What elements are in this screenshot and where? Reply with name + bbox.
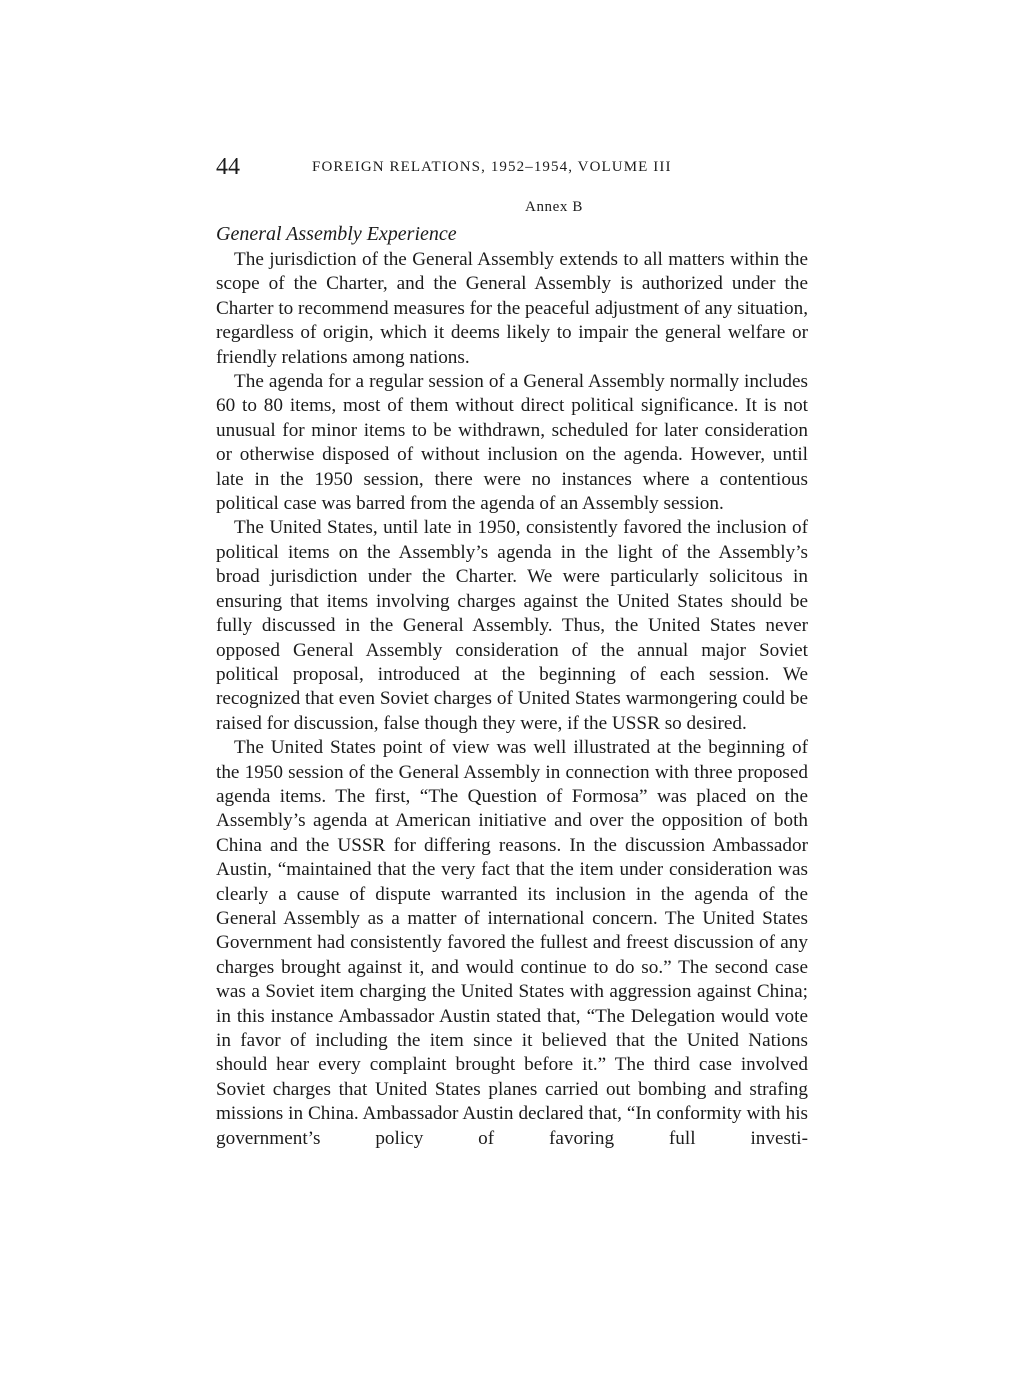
running-head bbox=[216, 152, 808, 182]
paragraph-us-position: The United States, until late in 1950, consistently favored the inclusion of political items on the Assembly’s agenda in the light of the Assembly’s broad jurisdiction under the Charter. We were particularly solicitous in ensuring that items involving charges against the United States should be fully discussed in the General Assembly. Thus, the United States never opposed General Assembly consideration of the annual major Soviet political proposal, introduced at the beginning of each session. We recognized that even Soviet charges of United States warmongering could be raised for discussion, false though they were, if the USSR so desired. bbox=[216, 517, 808, 734]
section-heading: General Assembly Experience bbox=[216, 223, 457, 245]
page-number: 44 bbox=[216, 154, 240, 180]
running-head-title: FOREIGN RELATIONS, 1952–1954, VOLUME III bbox=[312, 159, 672, 175]
annex-label: Annex B bbox=[525, 199, 583, 215]
paragraph-1950-session: The United States point of view was well illustrated at the beginning of the 1950 session of the General Assembly in connection with three proposed agenda items. The first, “The Question of Formosa” was placed on the Assembly’s agenda at American initiative and over the opposition of both China and the USSR for differing reasons. In the discussion Ambassador Austin, “maintained that the very fact that the item under consideration was clearly a cause of dispute warranted its inclusion in the agenda of the General Assembly as a matter of international concern. The United States Government had consistently favored the fullest and freest discussion of any charges brought against it, and would continue to do so.” The second case was a Soviet item charging the United States with aggression against China; in this instance Ambassador Austin stated that, “The Delegation would vote in favor of including the item since it believed that the United Nations should hear every complaint brought before it.” The third case involved Soviet charges that United States planes carried out bombing and strafing missions in China. Ambassador Austin declared that, “In conformity with his government’s policy of favoring full investi- bbox=[216, 737, 808, 1149]
paragraph-agenda: The agenda for a regular session of a General Assembly normally includes 60 to 80 items, most of them without direct political significance. It is not unusual for minor items to be withdrawn, scheduled for later consideration or otherwise disposed of without inclusion on the agenda. However, until late in the 1950 session, there were no instances where a contentious political case was barred from the agenda of an Assembly session. bbox=[216, 371, 808, 515]
paragraph-jurisdiction: The jurisdiction of the General Assembly extends to all matters within the scope of the Charter, and the General Assembly is authorized under the Charter to recommend measures for the peaceful adjustment of any situation, regardless of origin, which it deems likely to impair the general welfare or friendly relations among nations. bbox=[216, 249, 808, 368]
body-text bbox=[216, 248, 808, 1151]
